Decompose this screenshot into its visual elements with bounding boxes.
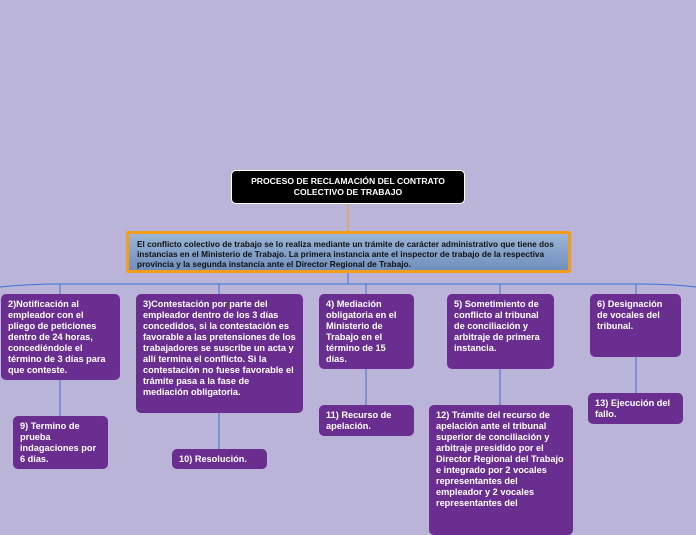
subtopic-designacion[interactable] [590, 294, 681, 357]
bus-connector [0, 273, 696, 287]
subtopic-text: 6) Designación de vocales del tribunal. [597, 299, 663, 331]
main-topic[interactable] [126, 231, 571, 273]
subtopic-mediacion[interactable] [319, 294, 414, 369]
subtopic-termino-prueba[interactable] [13, 416, 108, 469]
subtopic-text: 4) Mediación obligatoria en el Ministerio de Trabajo en el término de 15 días. [326, 299, 397, 364]
subtopic-recurso-apelacion[interactable] [319, 405, 414, 436]
subtopic-resolucion[interactable] [172, 449, 267, 469]
subtopic-text: 2)Notificación al empleador con el pliego de peticiones dentro de 24 horas, concediéndole el término de 3 días para que conteste. [8, 299, 106, 375]
subtopic-text: 10) Resolución. [179, 454, 247, 464]
subtopic-tramite-recurso[interactable] [429, 405, 573, 535]
subtopic-text: 5) Sometimiento de conflicto al tribunal de conciliación y arbitraje de primera instancia. [454, 299, 540, 353]
subtopic-text: 3)Contestación por parte del empleador dentro de los 3 días concedidos, si la contestación es favorable a las pretensiones de los trabajadores se suscribe un acta y allí termina el conflicto. Si la contestación no fuese favorable el trámite pasa a la fase de mediación obligatoria. [143, 299, 296, 397]
central-topic[interactable] [231, 170, 465, 204]
subtopic-sometimiento[interactable] [447, 294, 554, 369]
central-topic-text: PROCESO DE RECLAMACIÓN DEL CONTRATO COLECTIVO DE TRABAJO [251, 176, 445, 197]
subtopic-ejecucion-fallo[interactable] [588, 393, 683, 424]
subtopic-text: 13) Ejecución del fallo. [595, 398, 671, 419]
subtopic-text: 11) Recurso de apelación. [326, 410, 392, 431]
main-topic-text: El conflicto colectivo de trabajo se lo realiza mediante un trámite de carácter administrativo que tiene dos instancias en el Ministerio de Trabajo. La primera instancia ante el inspector de trabajo de la respectiva provincia y la segunda instancia ante el Director Regional de Trabajo. [137, 239, 554, 269]
subtopic-text: 12) Trámite del recurso de apelación ante el tribunal superior de conciliación y arbitraje presidido por el Director Regional del Trabajo e integrado por 2 vocales representantes del empleador y 2 vocales representantes del [436, 410, 564, 508]
subtopic-text: 9) Termino de prueba indagaciones por 6 días. [20, 421, 97, 464]
subtopic-notificacion[interactable] [1, 294, 120, 380]
subtopic-contestacion[interactable] [136, 294, 303, 413]
